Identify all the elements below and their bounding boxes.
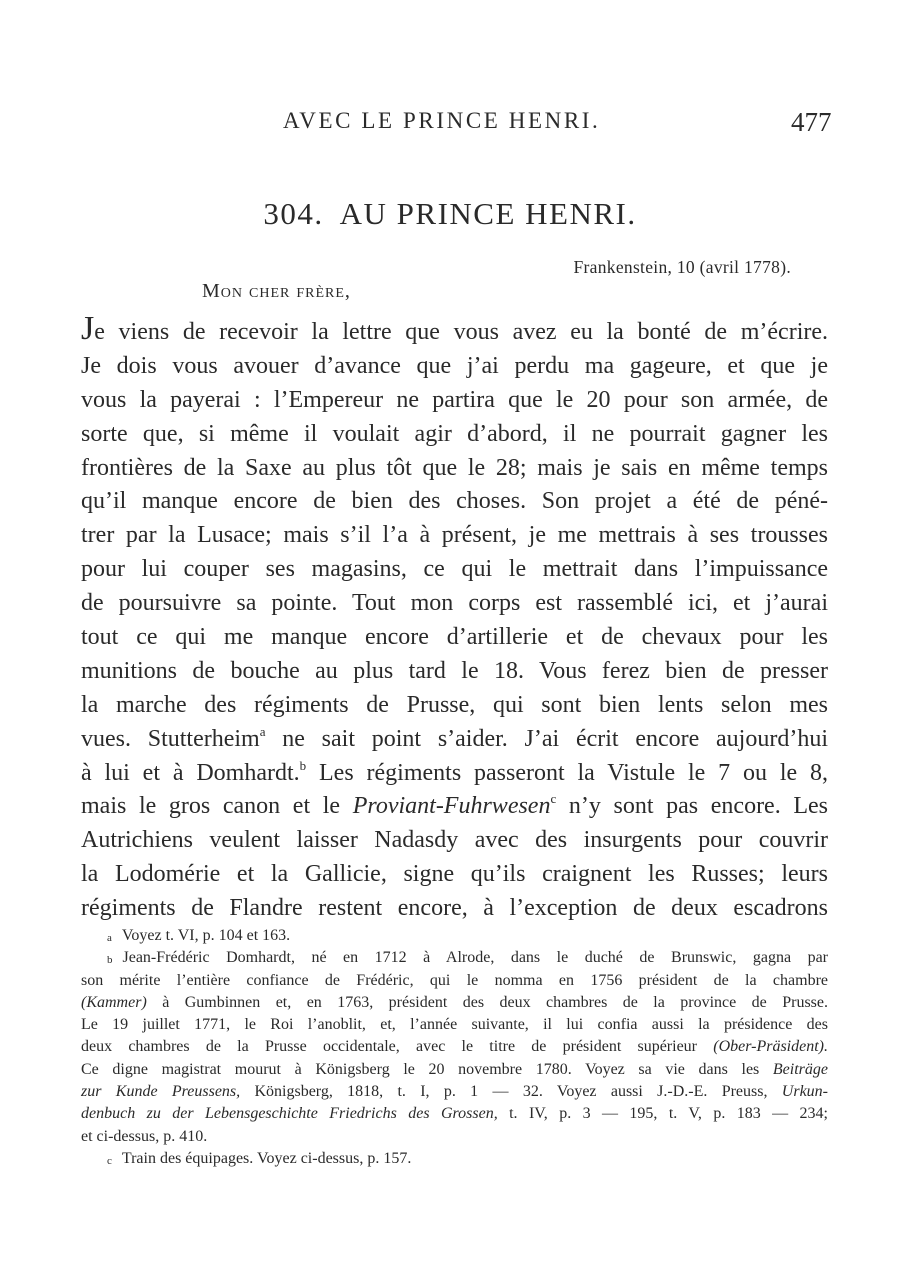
footnote-c: $^c$ Train des équipages. Voyez ci-dessus, p. 157.: [107, 1149, 412, 1167]
body-line: Autrichiens veulent laisser Nadasdy avec des insurgents pour couvrir: [81, 827, 828, 854]
note-ref-b[interactable]: b: [299, 757, 307, 773]
footnote-b: $^b$ Jean-Frédéric Domhardt, né en 1712 à Alrode, dans le duché de Brunswic, gagna par: [107, 949, 828, 967]
body-line: sorte que, si même il voulait agir d’abord, il ne pourrait gagner les: [81, 420, 828, 447]
footnote-b-line: Le 19 juillet 1771, le Roi l’anoblit, et, l’année suivante, il lui confia aussi la présidence des: [81, 1016, 828, 1034]
body-line: de poursuivre sa pointe. Tout mon corps est rassemblé ici, et j’aurai: [81, 590, 828, 617]
body-line: mais le gros canon et le Proviant-Fuhrwesen$^c$ n’y sont pas encore. Les: [81, 791, 828, 820]
footnote-b-line: et ci-dessus, p. 410.: [81, 1127, 208, 1145]
body-line: tout ce qui me manque encore d’artillerie et de chevaux pour les: [81, 624, 828, 651]
footnote-b-line: deux chambres de la Prusse occidentale, avec le titre de président supérieur (Ober-Präsident).: [81, 1038, 828, 1056]
note-ref-a[interactable]: a: [259, 723, 266, 739]
body-line: trer par la Lusace; mais s’il l’a à présent, je me mettrais à ses trousses: [81, 522, 828, 549]
letter-heading: AU PRINCE HENRI.: [339, 196, 637, 231]
footnote-b-line: Ce digne magistrat mourut à Königsberg le 20 novembre 1780. Voyez sa vie dans les Beiträge: [81, 1060, 828, 1078]
body-line: Je viens de recevoir la lettre que vous avez eu la bonté de m’écrire.: [81, 310, 828, 347]
salutation: Mon cher frère,: [202, 280, 351, 302]
body-line: frontières de la Saxe au plus tôt que le 28; mais je sais en même temps: [81, 454, 828, 481]
footnote-a: $^a$ Voyez t. VI, p. 104 et 163.: [107, 927, 291, 944]
body-line: qu’il manque encore de bien des choses. Son projet a été de péné-: [81, 488, 828, 515]
page-number: 477: [791, 107, 832, 137]
letter-title: [0, 196, 900, 232]
footnotes: [81, 925, 828, 1170]
body-line: munitions de bouche au plus tard le 18. Vous ferez bien de presser: [81, 657, 828, 684]
letter-number: 304.: [263, 196, 324, 231]
body-line: régiments de Flandre restent encore, à l’exception de deux escadrons: [81, 895, 828, 922]
footnote-b-line: denbuch zu der Lebensgeschichte Friedrichs des Grossen, t. IV, p. 3 — 195, t. V, p. 183 — 234;: [81, 1105, 829, 1123]
letter-body: [81, 310, 828, 926]
body-line: vous la payerai : l’Empereur ne partira que le 20 pour son armée, de: [81, 386, 828, 413]
body-line: la marche des régiments de Prusse, qui sont bien lents selon mes: [81, 691, 828, 718]
footnote-b-line: zur Kunde Preussens, Königsberg, 1818, t. I, p. 1 — 32. Voyez aussi J.-D.-E. Preuss, Urkun-: [81, 1083, 829, 1101]
body-line: la Lodomérie et la Gallicie, signe qu’ils craignent les Russes; leurs: [81, 861, 828, 888]
body-line: Je dois vous avouer d’avance que j’ai perdu ma gageure, et que je: [81, 352, 828, 379]
footnote-b-line: son mérite l’entière confiance de Frédéric, qui le nomma en 1756 président de la chambre: [81, 971, 828, 989]
body-line: pour lui couper ses magasins, ce qui le mettrait dans l’impuissance: [81, 556, 828, 583]
body-line: à lui et à Domhardt.$^b$ Les régiments passeront la Vistule le 7 ou le 8,: [81, 757, 828, 786]
proviant-term: Proviant-Fuhrwesen: [352, 793, 551, 820]
note-ref-c[interactable]: c: [550, 791, 557, 807]
body-line: vues. Stutterheim$^a$ ne sait point s’aider. J’ai écrit encore aujourd’hui: [81, 723, 828, 752]
footnote-b-line: (Kammer) à Gumbinnen et, en 1763, président des deux chambres de la province de Prusse.: [81, 993, 828, 1011]
dateline: Frankenstein, 10 (avril 1778).: [573, 257, 791, 277]
running-head: AVEC LE PRINCE HENRI.: [283, 108, 601, 133]
drop-cap: J: [81, 310, 95, 347]
